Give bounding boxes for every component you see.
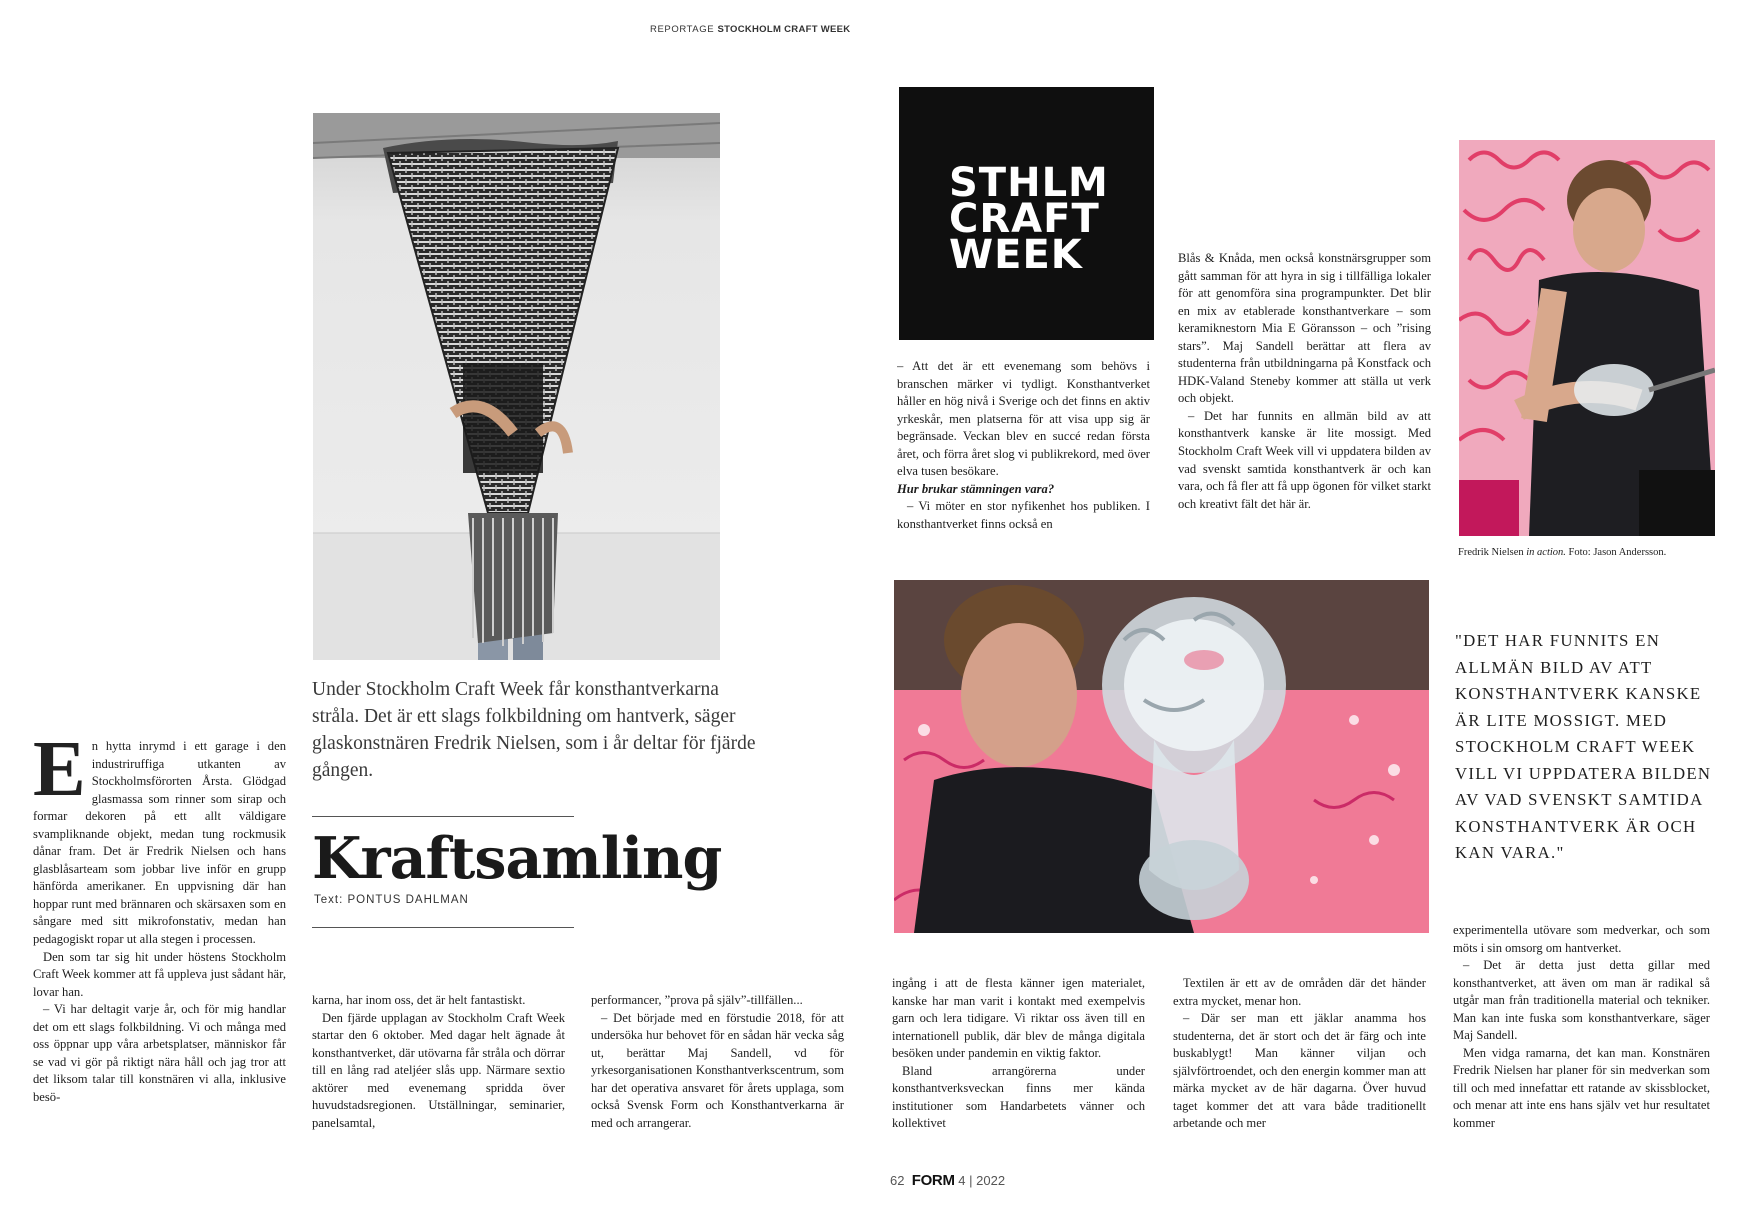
running-header xyxy=(650,24,850,35)
column-5-top xyxy=(1178,250,1431,560)
column-4-bottom-paragraph-2: Bland arrangörerna under konsthantverksveckan finns mer kända institutioner som Handarbetets vänner och kollektivet xyxy=(892,1063,1145,1131)
photo-caption xyxy=(1458,547,1708,558)
column-5-bottom-paragraph-2: – Där ser man ett jäklar anamma hos studenterna, det är stort och det är färg och inte buskablygt! Man känner viljan och självförtroendet, och den energin kommer man att märka mycket av de här dagarna. Över huvud taget kommer det att vara både traditionellt arbetande och mer xyxy=(1173,1011,1426,1131)
column-4-bottom xyxy=(892,975,1145,1142)
header-section: REPORTAGE xyxy=(650,24,715,35)
column-1-text-1: n hytta inrymd i ett garage i den industriruffiga utkanten av Stockholmsförorten Årsta. Glödgad glasmassa som rinner som sirap och formar dekoren på ett allt väldigare svampliknande objekt, medan tung rockmusik dånar fram. Det är Fredrik Nielsen och hans glasblåsarteam som jobbar live inför en grupp hänförda amerikaner. En uppvisning där han hoppar runt med brännaren och skärsaxen som en sångare med sitt mikrofonstativ, medan han pedagogiskt ropar ut alla stegen i processen. xyxy=(33,739,286,947)
column-6-bottom-paragraph-3: Men vidga ramarna, det kan man. Konstnären Fredrik Nielsen har planer för sin medverkan som till och med innefattar ett ratande av skissblocket, och menar att inte ens hans själv vet hur resultatet kommer xyxy=(1453,1045,1710,1131)
column-6-bottom-paragraph-1: experimentella utövare som medverkar, och som möts i sin omsorg om hantverket. xyxy=(1453,923,1710,955)
interview-question: Hur brukar stämningen vara? xyxy=(897,481,1055,496)
headline: Kraftsamling xyxy=(312,825,722,892)
column-2-paragraph-2: Den fjärde upplagan av Stockholm Craft Week startar den 6 oktober. Med dagar helt ägnade åt konsthantverket, där utövarna får stråla och dörrar till en lång rad ateljéer slås upp. Närmare sextio aktörer med evenemang spridda över huvudstadsregionen. Utställningar, seminarier, panelsamtal, xyxy=(312,1010,565,1130)
column-3-paragraph-1: performancer, ”prova på själv”-tillfällen... xyxy=(591,993,803,1007)
column-3 xyxy=(591,992,844,1142)
magazine-name: FORM xyxy=(911,1172,955,1189)
textile-photo-svg xyxy=(313,113,720,660)
issue-number: 4 xyxy=(958,1173,966,1188)
drop-cap: E xyxy=(33,738,86,813)
logo-text xyxy=(949,160,1109,278)
column-1-paragraph-1 xyxy=(33,738,286,949)
column-6-bottom xyxy=(1453,922,1710,1142)
glass-photo xyxy=(894,580,1429,933)
column-3-paragraph-2: – Det började med en förstudie 2018, för att undersöka hur behovet för en sådan här vecka såg ut, berättar Maj Sandell, vd för yrkesorganisationen Konsthantverkscentrum, som har det operativa ansvaret för årets upplaga, som också Svensk Form och Konsthantverkarna är med och arrangerar. xyxy=(591,1010,844,1130)
column-1 xyxy=(33,738,286,1142)
column-2-paragraph-1: karna, har inom oss, det är helt fantastiskt. xyxy=(312,993,526,1007)
sthlm-craft-week-logo xyxy=(899,87,1154,340)
textile-photo xyxy=(313,113,720,660)
column-4-top-paragraph-1: – Att det är ett evenemang som behövs i branschen märker vi tydligt. Konsthantverket håller en hög nivå i Sverige och det finns en aktiv yrkeskår, men platserna för att visa upp sig är begränsade. Veckan blev en succé redan första året, och förra året slog vi publikrekord, med över elva tusen besökare. xyxy=(897,359,1150,479)
column-5-top-paragraph-2: – Det har funnits en allmän bild av att konsthantverk kanske är lite mossigt. Med Stockholm Craft Week vill vi uppdatera bilden av vad svenskt samtida konsthantverk är och kan vara, och få fler att få upp ögonen för vilket starkt och kreativt fält det här är. xyxy=(1178,408,1431,511)
column-1-paragraph-3: – Vi har deltagit varje år, och för mig handlar det om ett slags folkbildning. Vi och många med oss öppnar upp våra arbetsplatser, människor får se vad vi gör på riktigt nära håll och jag tror att det liksom talar till konstnären vi alla, inklusive besö- xyxy=(33,1002,286,1104)
column-5-bottom xyxy=(1173,975,1426,1142)
glass-photo-svg xyxy=(894,580,1429,933)
logo-line-3: WEEK xyxy=(949,232,1083,278)
pull-quote: "DET HAR FUNNITS EN ALLMÄN BILD AV ATT KONSTHANTVERK KANSKE ÄR LITE MOSSIGT. MED STOCKHOLM CRAFT WEEK VILL VI UPPDATERA BILDEN AV VAD SVENSKT SAMTIDA KONSTHANTVERK ÄR OCH KAN VARA." xyxy=(1455,631,1712,862)
column-5-top-paragraph-1: Blås & Knåda, men också konstnärsgrupper som gått samman för att hyra in sig i tillfälliga lokaler för att genomföra sina programpunkter. Det blir en mix av etablerade konsthantverkare – som keramiknestorn Mia E Göransson – och ”rising stars”. Maj Sandell berättar att flera av studenterna från utbildningarna på Konstfack och HDK-Valand Steneby kommer att ställa ut verk och objekt. xyxy=(1178,251,1431,406)
folio: 62 FORM 4 | 2022 xyxy=(890,1172,1006,1189)
logo-line-1: STHLM xyxy=(949,160,1109,206)
issue-year: 2022 xyxy=(976,1173,1006,1188)
rule-bottom xyxy=(312,927,574,928)
caption-credit: Foto: Jason Andersson. xyxy=(1565,547,1667,558)
column-4-bottom-paragraph-1: ingång i att de flesta känner igen materialet, kanske har man varit i kontakt med exempelvis garn och lera tidigare. Vi riktar oss även till en internationell publik, där blev de många digitala besöken under pandemin en viktig faktor. xyxy=(892,976,1145,1061)
column-6-bottom-paragraph-2: – Det är detta just detta gillar med konsthantverket, att även om man är radikal så utgår man från traditionella material och tekniker. Man kan inte fuska som konsthantverkare, säger Maj Sandell. xyxy=(1453,958,1710,1043)
portrait-photo-svg xyxy=(1459,140,1715,536)
byline: Text: PONTUS DAHLMAN xyxy=(314,894,469,906)
column-2 xyxy=(312,992,565,1142)
rule-top xyxy=(312,816,574,817)
page-number: 62 xyxy=(890,1173,905,1188)
logo-line-2: CRAFT xyxy=(949,196,1100,242)
caption-italic: in action. xyxy=(1526,547,1566,558)
header-title: STOCKHOLM CRAFT WEEK xyxy=(717,24,851,35)
column-4-top xyxy=(897,358,1150,558)
lede: Under Stockholm Craft Week får konsthantverkarna stråla. Det är ett slags folkbildning om hantverk, säger glaskonstnären Fredrik Nielsen, som i år deltar för fjärde gången. xyxy=(312,679,756,781)
portrait-photo xyxy=(1459,140,1715,536)
column-1-paragraph-2: Den som tar sig hit under höstens Stockholm Craft Week kommer att få uppleva just sådant här, lovar han. xyxy=(33,949,286,999)
column-4-top-paragraph-2: – Vi möter en stor nyfikenhet hos publiken. I konsthantverket finns också en xyxy=(897,499,1150,531)
column-5-bottom-paragraph-1: Textilen är ett av de områden där det händer extra mycket, menar hon. xyxy=(1173,976,1426,1008)
caption-name: Fredrik Nielsen xyxy=(1458,547,1527,558)
